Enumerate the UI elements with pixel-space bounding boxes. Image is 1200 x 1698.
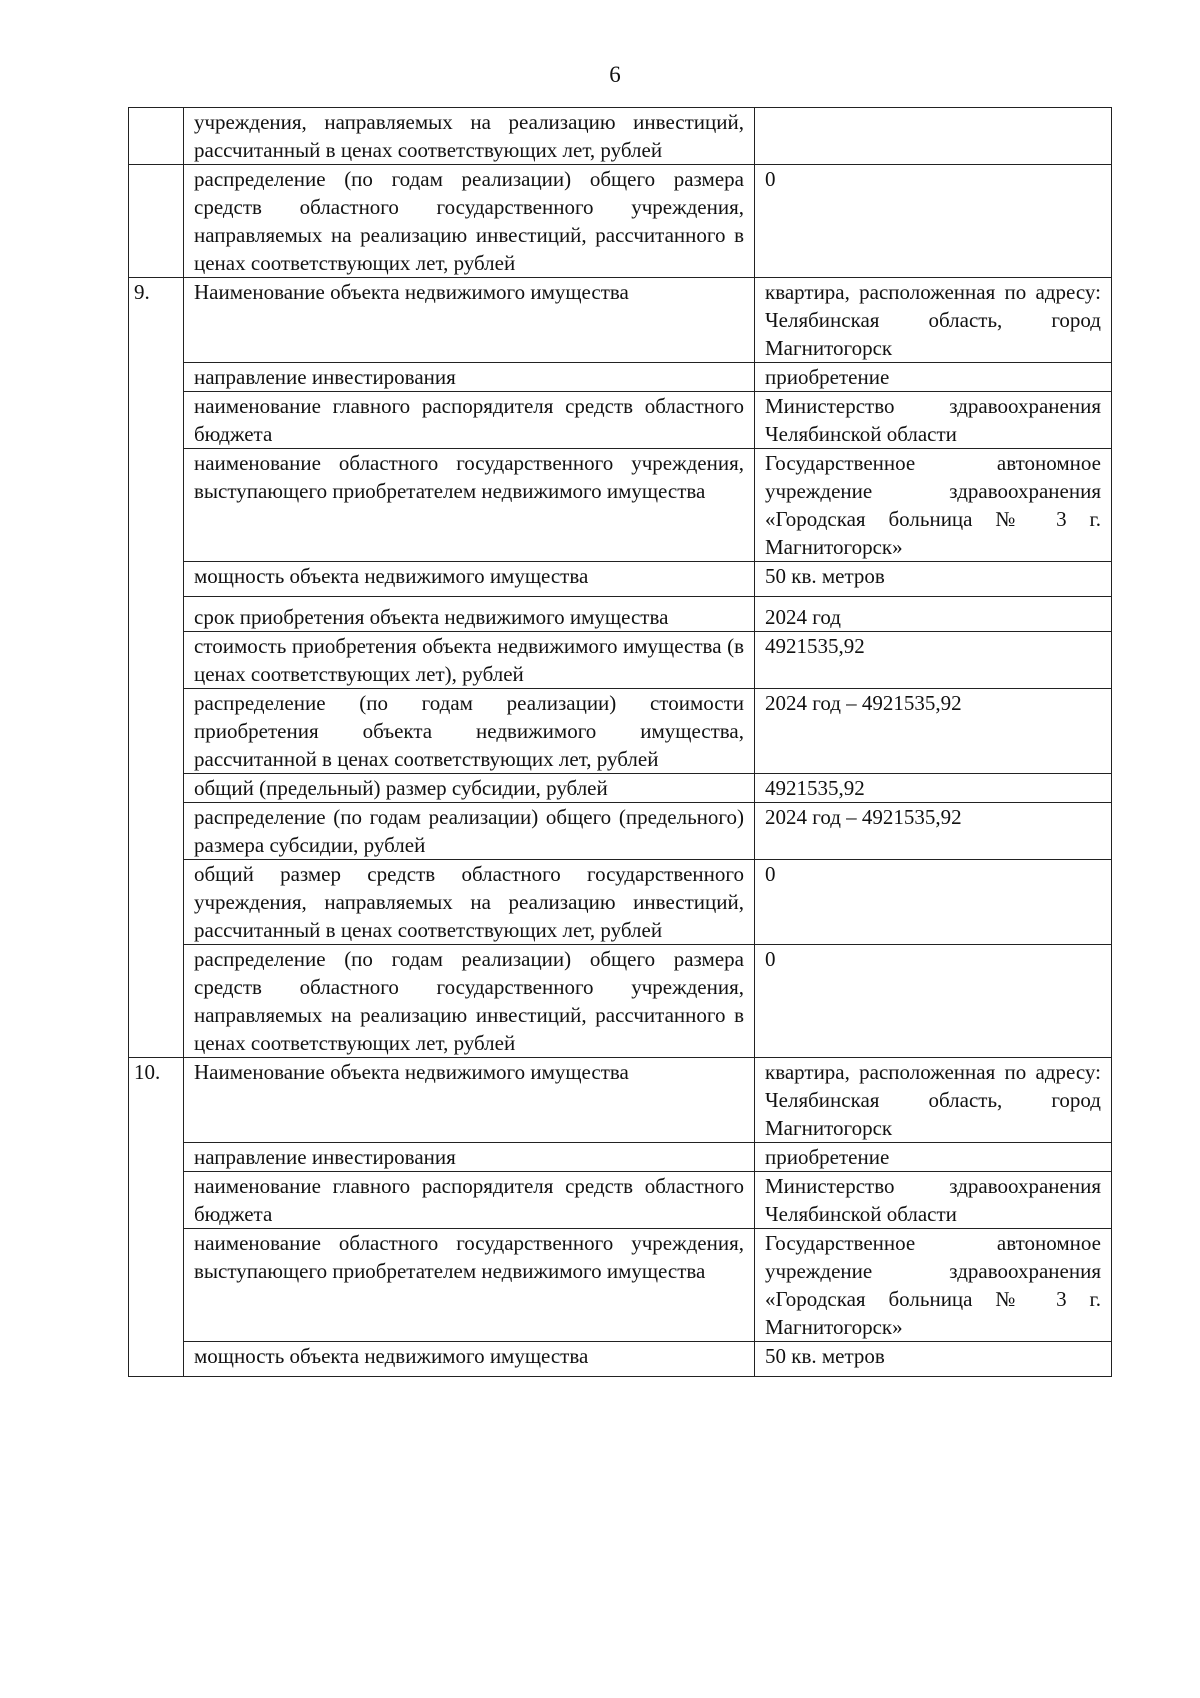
parameter-cell: общий размер средств областного государственного учреждения, направляемых на реализацию инвестиций, рассчитанный в ценах соответствующих лет, рублей [184,860,755,945]
value-cell: 4921535,92 [755,632,1112,689]
row-number-cell [129,165,184,278]
page-number: 6 [609,62,621,87]
table-row [129,449,1112,562]
value-cell: 2024 год – 4921535,92 [755,803,1112,860]
table-row [129,632,1112,689]
row-number-cell [129,108,184,165]
value-cell: квартира, расположенная по адресу: Челябинская область, город Магнитогорск [755,278,1112,363]
value-cell: 2024 год – 4921535,92 [755,689,1112,774]
value-cell: Государственное автономное учреждение здравоохранения «Городская больница № 3 г. Магнитогорск» [755,449,1112,562]
value-cell: 0 [755,165,1112,278]
parameter-cell: распределение (по годам реализации) общего размера средств областного государственного учреждения, направляемых на реализацию инвестиций, рассчитанного в ценах соответствующих лет, рублей [184,945,755,1058]
parameter-cell: распределение (по годам реализации) общего (предельного) размера субсидии, рублей [184,803,755,860]
parameter-cell: направление инвестирования [184,363,755,392]
parameter-cell: наименование областного государственного учреждения, выступающего приобретателем недвижимого имущества [184,449,755,562]
table-row [129,945,1112,1058]
value-cell: квартира, расположенная по адресу: Челябинская область, город Магнитогорск [755,1058,1112,1143]
parameter-cell: наименование главного распорядителя средств областного бюджета [184,392,755,449]
table-row [129,278,1112,363]
parameter-cell: направление инвестирования [184,1143,755,1172]
value-cell: Министерство здравоохранения Челябинской области [755,392,1112,449]
parameter-cell: учреждения, направляемых на реализацию инвестиций, рассчитанный в ценах соответствующих лет, рублей [184,108,755,165]
row-number-cell: 9. [129,278,184,1058]
table-row [129,774,1112,803]
row-number-cell: 10. [129,1058,184,1377]
parameter-cell: мощность объекта недвижимого имущества [184,1342,755,1377]
table-row [129,860,1112,945]
table-row [129,1342,1112,1377]
value-cell: Государственное автономное учреждение здравоохранения «Городская больница № 3 г. Магнитогорск» [755,1229,1112,1342]
table-row [129,597,1112,632]
table-row [129,803,1112,860]
table-row [129,1172,1112,1229]
table-row [129,1229,1112,1342]
parameter-cell: мощность объекта недвижимого имущества [184,562,755,597]
table-row [129,392,1112,449]
table-row [129,165,1112,278]
value-cell: приобретение [755,1143,1112,1172]
value-cell: приобретение [755,363,1112,392]
parameter-cell: срок приобретения объекта недвижимого имущества [184,597,755,632]
value-cell: 4921535,92 [755,774,1112,803]
value-cell: 2024 год [755,597,1112,632]
parameter-cell: наименование областного государственного учреждения, выступающего приобретателем недвижимого имущества [184,1229,755,1342]
table-row [129,363,1112,392]
table-row [129,108,1112,165]
parameter-cell: общий (предельный) размер субсидии, рублей [184,774,755,803]
parameter-cell: стоимость приобретения объекта недвижимого имущества (в ценах соответствующих лет), рублей [184,632,755,689]
value-cell: 50 кв. метров [755,562,1112,597]
value-cell [755,108,1112,165]
parameter-cell: Наименование объекта недвижимого имущества [184,1058,755,1143]
value-cell: Министерство здравоохранения Челябинской области [755,1172,1112,1229]
parameter-cell: распределение (по годам реализации) общего размера средств областного государственного учреждения, направляемых на реализацию инвестиций, рассчитанного в ценах соответствующих лет, рублей [184,165,755,278]
table-row [129,1058,1112,1143]
value-cell: 0 [755,860,1112,945]
table-row [129,1143,1112,1172]
investment-objects-table [128,107,1112,1377]
parameter-cell: наименование главного распорядителя средств областного бюджета [184,1172,755,1229]
parameter-cell: Наименование объекта недвижимого имущества [184,278,755,363]
table-row [129,689,1112,774]
value-cell: 0 [755,945,1112,1058]
value-cell: 50 кв. метров [755,1342,1112,1377]
parameter-cell: распределение (по годам реализации) стоимости приобретения объекта недвижимого имущества, рассчитанной в ценах соответствующих лет, рублей [184,689,755,774]
table-row [129,562,1112,597]
